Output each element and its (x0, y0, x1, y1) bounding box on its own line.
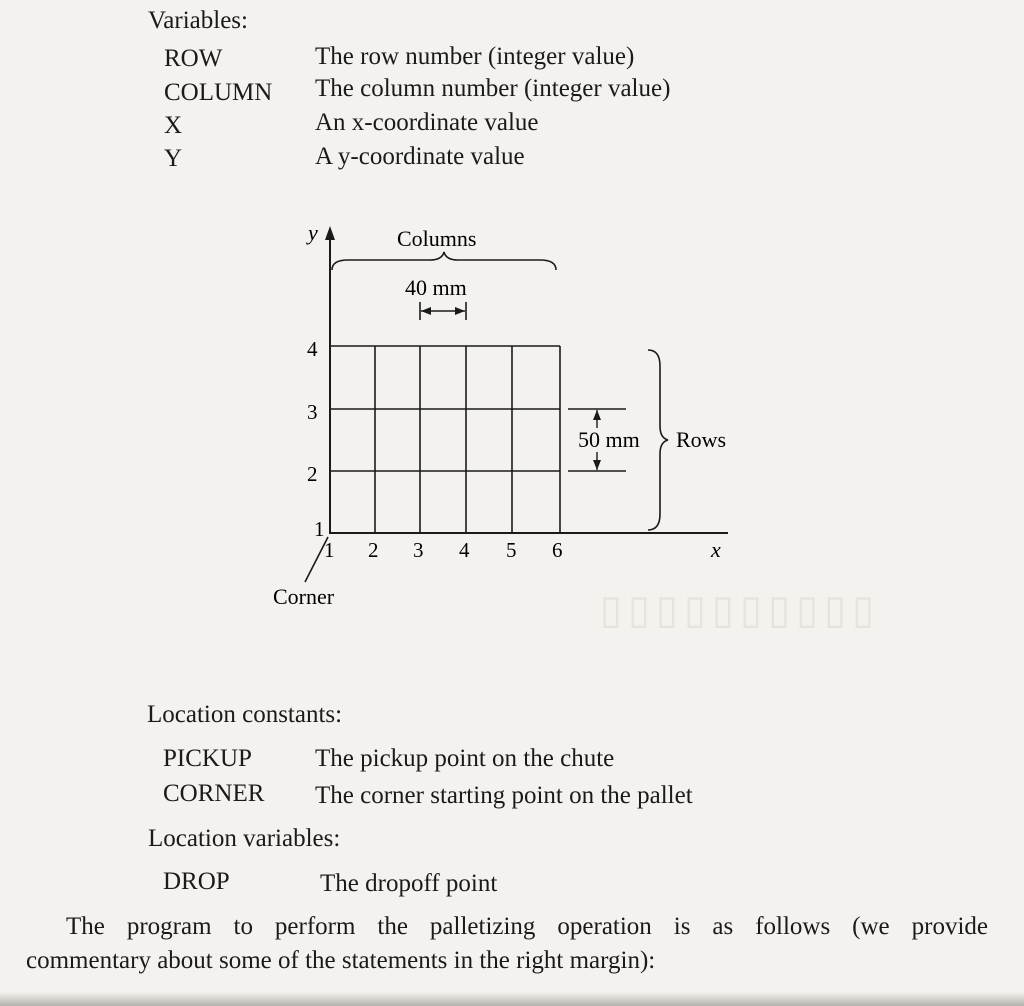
y-axis-arrow (325, 226, 335, 240)
x-tick-5: 5 (506, 538, 517, 562)
constant-name-pickup: PICKUP (163, 745, 252, 772)
variable-desc-y: A y-coordinate value (315, 143, 525, 170)
pallet-grid (330, 346, 560, 533)
columns-brace (332, 252, 556, 270)
variable-desc-column: The column number (integer value) (315, 75, 671, 102)
x-tick-1: 1 (324, 538, 335, 562)
location-constants-heading: Location constants: (147, 701, 343, 728)
constant-desc-corner: The corner starting point on the pallet (315, 782, 693, 809)
row-height-label: 50 mm (578, 427, 640, 452)
columns-label: Columns (397, 226, 477, 251)
location-variables-heading: Location variables: (148, 825, 341, 852)
y-tick-3: 3 (307, 400, 318, 424)
variable-name-row: ROW (164, 45, 223, 72)
corner-label: Corner (273, 584, 335, 609)
x-axis-label: x (711, 537, 721, 562)
x-tick-2: 2 (368, 538, 379, 562)
variable-desc-row: The row number (integer value) (315, 43, 635, 70)
bleed-through-texture: ▯▯▯▯▯▯▯▯▯▯ (600, 587, 881, 632)
variable-name-x: X (164, 112, 183, 139)
rows-brace (648, 350, 668, 530)
variable-name-column: COLUMN (164, 79, 273, 106)
paragraph-line-1: The program to perform the palletizing operation is as follows (we provide (66, 913, 988, 940)
y-tick-1: 1 (314, 517, 325, 541)
page-edge-shadow (0, 992, 1024, 1006)
constant-name-corner: CORNER (163, 780, 265, 807)
x-tick-6: 6 (552, 538, 563, 562)
y-tick-4: 4 (307, 337, 318, 361)
rows-label: Rows (676, 427, 727, 452)
program-intro-paragraph (26, 910, 988, 978)
constant-desc-pickup: The pickup point on the chute (315, 745, 615, 772)
row-height-arrow-top (593, 410, 601, 420)
variable-desc-x: An x-coordinate value (315, 109, 539, 136)
x-tick-3: 3 (413, 538, 424, 562)
column-width-arrow-left (421, 307, 431, 315)
variable-name-y: Y (164, 145, 183, 172)
row-height-arrow-bottom (593, 460, 601, 470)
paragraph-line-2: commentary about some of the statements in the right margin): (26, 947, 656, 974)
y-axis-label: y (308, 220, 318, 245)
y-tick-2: 2 (307, 462, 318, 486)
x-tick-4: 4 (459, 538, 470, 562)
column-width-arrow-right (455, 307, 465, 315)
column-width-label: 40 mm (405, 275, 467, 300)
variables-heading: Variables: (148, 7, 248, 34)
variable-desc-drop: The dropoff point (320, 870, 498, 897)
variable-name-drop: DROP (163, 868, 230, 895)
